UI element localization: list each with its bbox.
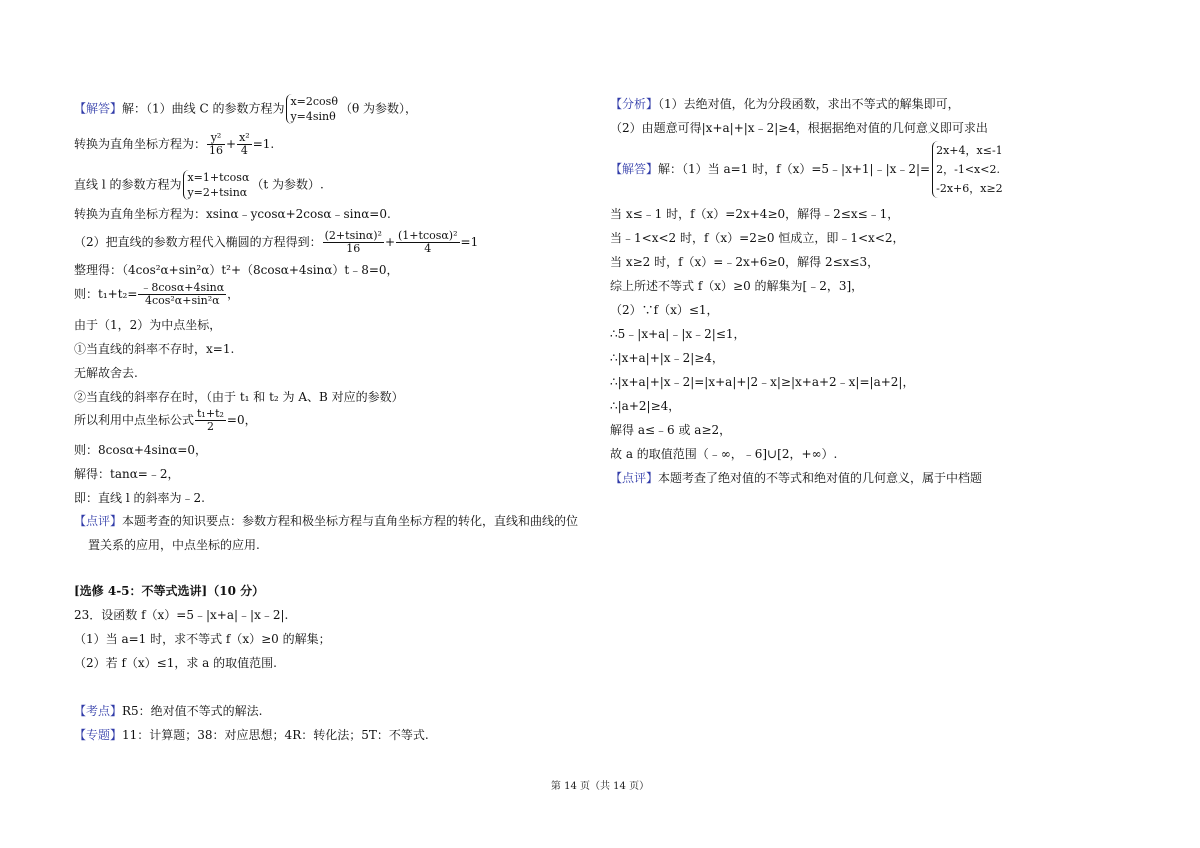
solution-line-1: 【解答】解：（1）当 a=1 时，f（x）=5﹣|x+1|﹣|x﹣2|= 2x+4，x≤-1 2，-1<x<2. -2x+6，x≥2: [610, 141, 1005, 198]
param-equation-brace: x=1+tcosα y=2+tsinα: [183, 170, 249, 200]
solution-line-9: ∴|x+a|+|x﹣2|=|x+a|+|2﹣x|≥|x+a+2﹣x|=|a+2|，: [610, 375, 915, 389]
solution-line-6: （2）∵f（x）≤1，: [610, 303, 719, 317]
solution-line-4: 当 x≥2 时，f（x）=﹣2x+6≥0，解得 2≤x≤3，: [610, 255, 880, 269]
comment-tag: 【点评】: [74, 514, 123, 528]
knowledge-point-tag: 【考点】: [74, 704, 123, 718]
answer-line-2: 转换为直角坐标方程为： $\frac{\text{y²}}{16}$ + $\frac{\text{x²}}{4}$ =1.: [74, 131, 275, 157]
fraction: $\frac{\text{x²}}{4}$: [239, 131, 250, 157]
answer-tag: 【解答】: [610, 162, 659, 176]
fraction: $\frac{\text{y²}}{16}$: [209, 131, 224, 157]
answer-line-7: 则：t₁+t₂= $\frac{﹣8\cos\alpha+4\sin\alpha}{\text{4cos²α+sin²α}}$ ，: [74, 281, 240, 307]
solution-line-8: ∴|x+a|+|x﹣2|≥4，: [610, 351, 724, 365]
fraction: $\frac{\text{(2+tsinα)²}}{16}$: [324, 229, 382, 255]
param-equation-brace: x=2cosθ y=4sinθ: [286, 94, 337, 124]
solution-line-2: 当 x≤﹣1 时，f（x）=2x+4≥0，解得﹣2≤x≤﹣1，: [610, 207, 900, 221]
answer-line-9: ①当直线的斜率不存时，x=1.: [74, 342, 235, 356]
answer-line-10: 无解故舍去.: [74, 366, 138, 380]
analysis-line-1: 【分析】（1）去绝对值，化为分段函数，求出不等式的解集即可，: [610, 97, 960, 111]
comment-tag: 【点评】: [610, 471, 659, 485]
topic-tag: 【专题】: [74, 728, 123, 742]
solution-line-11: 解得 a≤﹣6 或 a≥2，: [610, 423, 732, 437]
answer-line-8: 由于（1，2）为中点坐标，: [74, 318, 222, 332]
solution-line-7: ∴5﹣|x+a|﹣|x﹣2|≤1，: [610, 327, 746, 341]
section-title: [选修 4-5：不等式选讲]（10 分）: [74, 584, 265, 598]
fraction: $\frac{\text{t₁+t₂}}{2}$: [197, 407, 224, 433]
answer-line-5: （2）把直线的参数方程代入椭圆的方程得到： $\frac{\text{(2+tsinα)²}}{16}$ + $\frac{\text{(1+tcosα)²}}{4}$ =1: [74, 229, 479, 255]
comment-line-1: 【点评】本题考查的知识要点：参数方程和极坐标方程与直角坐标方程的转化，直线和曲线的位: [74, 514, 579, 528]
solution-line-12: 故 a 的取值范围（﹣∞，﹣6]∪[2，+∞）.: [610, 447, 838, 461]
topic-line: 【专题】11：计算题；38：对应思想；4R：转化法；5T：不等式.: [74, 728, 429, 742]
question-part-1: （1）当 a=1 时，求不等式 f（x）≥0 的解集；: [74, 632, 331, 646]
page-number: 第 14 页（共 14 页）: [550, 781, 650, 792]
answer-line-15: 即：直线 l 的斜率为﹣2.: [74, 491, 205, 505]
answer-line-3: 直线 l 的参数方程为 x=1+tcosα y=2+tsinα （t 为参数）.: [74, 171, 324, 199]
answer-line-14: 解得：tanα=﹣2，: [74, 467, 180, 481]
solution-line-10: ∴|a+2|≥4，: [610, 399, 681, 413]
answer-tag: 【解答】: [74, 101, 123, 116]
answer-line-1: 【解答】解：（1）曲线 C 的参数方程为 x=2cosθ y=4sinθ （θ 为参数），: [74, 95, 417, 123]
answer-line-11: ②当直线的斜率存在时，（由于 t₁ 和 t₂ 为 A、B 对应的参数）: [74, 390, 404, 404]
piecewise-brace: 2x+4，x≤-1 2，-1<x<2. -2x+6，x≥2: [932, 141, 1003, 198]
answer-line-6: 整理得：（4cos²α+sin²α）t²+（8cosα+4sinα）t﹣8=0，: [74, 263, 399, 277]
solution-line-3: 当﹣1<x<2 时，f（x）=2≥0 恒成立，即﹣1<x<2，: [610, 231, 905, 245]
answer-line-13: 则：8cosα+4sinα=0，: [74, 443, 208, 457]
answer-line-4: 转换为直角坐标方程为：xsinα﹣ycosα+2cosα﹣sinα=0.: [74, 207, 391, 221]
answer-line-12: 所以利用中点坐标公式 $\frac{\text{t₁+t₂}}{2}$ =0，: [74, 407, 257, 433]
fraction: $\frac{\text{(1+tcosα)²}}{4}$: [398, 229, 458, 255]
solution-line-5: 综上所述不等式 f（x）≥0 的解集为[﹣2，3]，: [610, 279, 864, 293]
question-23: 23．设函数 f（x）=5﹣|x+a|﹣|x﹣2|.: [74, 608, 289, 622]
knowledge-point-line: 【考点】R5：绝对值不等式的解法.: [74, 704, 263, 718]
comment-line-2: 置关系的应用，中点坐标的应用.: [88, 538, 260, 552]
analysis-line-2: （2）由题意可得|x+a|+|x﹣2|≥4，根据据绝对值的几何意义即可求出: [610, 121, 988, 135]
question-part-2: （2）若 f（x）≤1，求 a 的取值范围.: [74, 656, 277, 670]
fraction: $\frac{﹣8\cos\alpha+4\sin\alpha}{\text{4cos²α+sin²α}}$: [140, 281, 225, 307]
comment-line: 【点评】本题考查了绝对值的不等式和绝对值的几何意义，属于中档题: [610, 471, 983, 485]
analysis-tag: 【分析】: [610, 97, 659, 111]
